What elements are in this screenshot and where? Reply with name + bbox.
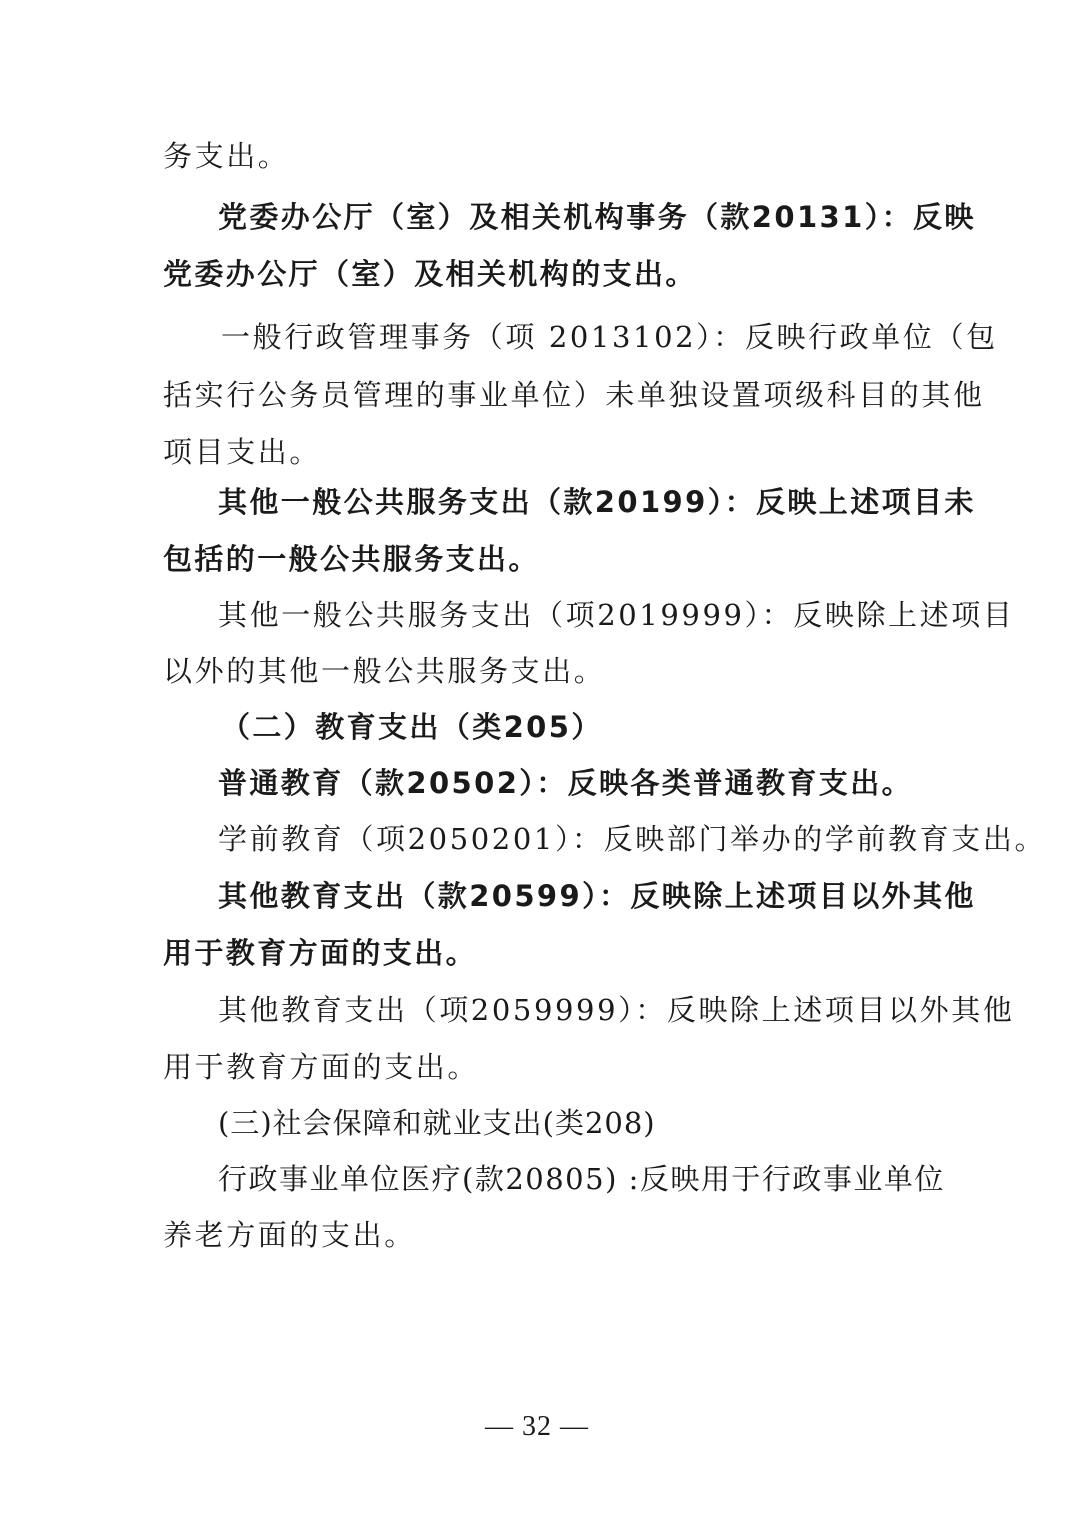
heading-party-affairs-cont: 党委办公厅（室）及相关机构的支出。 — [163, 257, 697, 291]
heading-other-education: 其他教育支出（款20599）：反映除上述项目以外其他 — [218, 879, 976, 913]
heading-party-affairs: 党委办公厅（室）及相关机构事务（款20131）：反映 — [218, 200, 976, 234]
heading-general-education: 普通教育（款20502）：反映各类普通教育支出。 — [218, 766, 913, 800]
item-other-public-service: 其他一般公共服务支出（项2019999）：反映除上述项目 — [218, 598, 1015, 632]
page-number: — 32 — — [485, 1411, 589, 1442]
heading-other-public-service-cont: 包括的一般公共服务支出。 — [163, 542, 540, 576]
section-social-security: (三)社会保障和就业支出(类208) — [218, 1106, 656, 1140]
item-general-admin-cont-2: 项目支出。 — [163, 435, 322, 469]
heading-other-public-service: 其他一般公共服务支出（款20199）：反映上述项目未 — [218, 485, 976, 519]
heading-admin-medical: 行政事业单位医疗(款20805) :反映用于行政事业单位 — [218, 1162, 945, 1196]
heading-admin-medical-cont: 养老方面的支出。 — [163, 1218, 416, 1252]
item-other-education-cont: 用于教育方面的支出。 — [163, 1050, 480, 1084]
item-general-admin-cont-1: 括实行公务员管理的事业单位）未单独设置项级科目的其他 — [163, 378, 985, 412]
section-education: （二）教育支出（类205） — [221, 710, 603, 744]
item-general-admin: 一般行政管理事务（项 2013102）：反映行政单位（包 — [221, 320, 998, 354]
text-line-1: 务支出。 — [163, 139, 290, 173]
heading-other-education-cont: 用于教育方面的支出。 — [163, 936, 478, 970]
item-other-education: 其他教育支出（项2059999）：反映除上述项目以外其他 — [218, 993, 1015, 1027]
item-preschool-education: 学前教育（项2050201）：反映部门举办的学前教育支出。 — [218, 822, 1047, 856]
item-other-public-service-cont: 以外的其他一般公共服务支出。 — [163, 654, 606, 688]
